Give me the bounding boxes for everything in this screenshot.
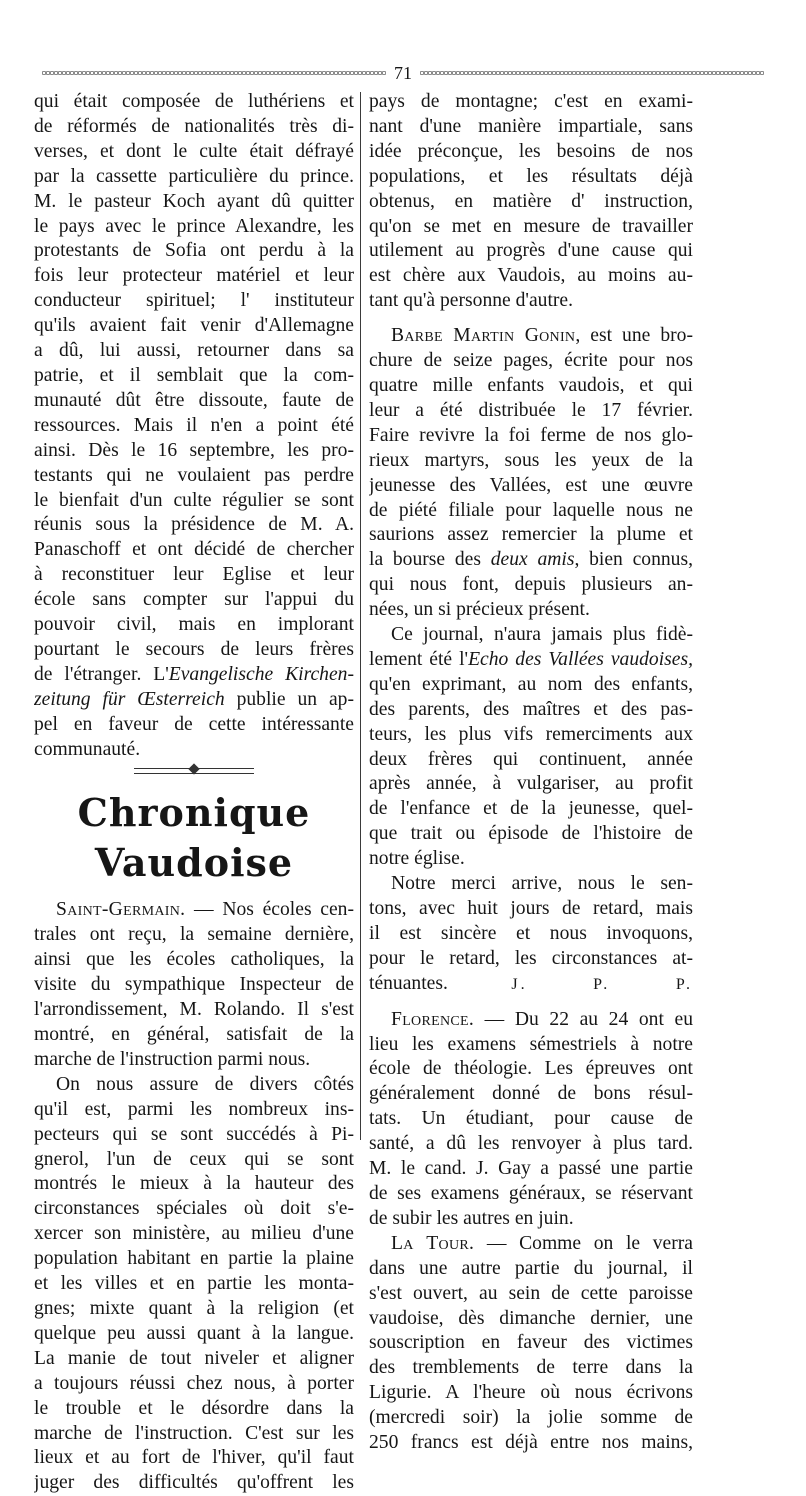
text-line: de réformés de nationalités très di-	[34, 115, 354, 137]
text-line: patrie, et il semblait que la com-	[34, 364, 354, 386]
text-line: protestants de Sofia ont perdu à la	[34, 240, 354, 262]
left-column	[34, 90, 354, 1496]
page-header	[42, 60, 764, 86]
text-line: Notre merci arrive, nous le sen-	[391, 873, 693, 895]
text-line: munauté dût être dissoute, faute de	[34, 389, 354, 411]
text-line: circonstances spéciales où doit s'e-	[34, 1198, 354, 1220]
text-fragment: , bien connus,	[574, 549, 693, 571]
text-line: jeunesse des Vallées, est une œuvre	[369, 474, 693, 496]
text-line: le trouble et le désordre dans la	[34, 1397, 354, 1419]
text-line: généralement donné de bons résul-	[369, 1083, 693, 1105]
text-line: tons, avec huit jours de retard, mais	[369, 898, 693, 919]
text-fragment: publie un ap-	[224, 688, 354, 710]
sofia-article	[34, 90, 354, 762]
text-line: vaudoise, dès dimanche dernier, une	[369, 1307, 693, 1329]
text-line: juger des difficultés qu'offrent les	[34, 1472, 354, 1494]
text-line: il est sincère et nous invoquons,	[369, 922, 693, 944]
text-line: et les villes et en partie les monta-	[34, 1273, 354, 1295]
text-line: Faire revivre la foi ferme de nos glo-	[369, 424, 693, 446]
text-line: qu'il est, parmi les nombreux ins-	[34, 1098, 354, 1120]
header-wavy-rule-left	[42, 70, 386, 76]
text-line: lieu les examens sémestriels à notre	[369, 1033, 693, 1055]
florence-article	[369, 1008, 693, 1232]
text-line: qu'on se met en mesure de travailler	[369, 215, 693, 237]
text-line: obtenus, en matière d' instruction,	[369, 190, 693, 212]
text-line: utilement au progrès d'une cause qui	[369, 240, 693, 262]
text-line	[369, 1008, 693, 1033]
paragraph-gap	[369, 314, 693, 324]
text-fragment: de l'étranger. L'	[34, 663, 169, 685]
text-line: ainsi que les écoles catholiques, la	[34, 949, 354, 971]
text-fragment: — Nos écoles cen-	[185, 899, 354, 921]
paragraph-gap	[369, 998, 693, 1008]
text-line: Panaschoff et ont décidé de chercher	[34, 539, 354, 561]
text-line: chure de seize pages, écrite pour nos	[369, 350, 693, 372]
text-line: (mercredi soir) la jolie somme de	[369, 1407, 693, 1429]
text-line: 250 francs est déjà entre nos mains,	[369, 1432, 693, 1454]
text-line: rieux martyrs, sous les yeux de la	[369, 449, 693, 471]
text-line	[369, 648, 693, 673]
text-line: deux frères qui continuent, année	[369, 748, 693, 770]
text-line: quelque peu aussi quant à la langue.	[34, 1322, 354, 1344]
text-line: pecteurs qui se sont succédés à Pi-	[34, 1123, 354, 1145]
column-divider	[360, 92, 361, 1140]
text-fragment: la bourse des	[369, 549, 491, 571]
text-line: On nous assure de divers côtés	[56, 1073, 354, 1095]
text-line: réunis sous la présidence de M. A.	[34, 514, 354, 536]
author-signature: J. P. P.	[511, 975, 693, 993]
text-line: pays de montagne; c'est en exami-	[369, 91, 693, 112]
text-line: par la cassette particulière du prince.	[34, 165, 354, 187]
text-line: notre église.	[369, 848, 465, 870]
text-line: nant d'une manière impartiale, sans	[369, 115, 693, 137]
text-line: lieux et au fort de l'hiver, qu'il faut	[34, 1447, 354, 1469]
text-line: communauté.	[34, 738, 141, 760]
place-name: Florence.	[391, 1008, 475, 1030]
text-line: marche de l'instruction. C'est sur les	[34, 1422, 354, 1444]
text-line	[369, 324, 693, 349]
text-line: a toujours réussi chez nous, à porter	[34, 1372, 354, 1394]
text-line: pel en faveur de cette intéressante	[34, 713, 354, 735]
text-fragment: , est une bro-	[575, 325, 693, 347]
section-title: Chronique Vaudoise	[77, 790, 311, 886]
text-line: est chère aux Vaudois, au moins au-	[369, 265, 693, 287]
text-line: M. le cand. J. Gay a passé une partie	[369, 1158, 693, 1180]
brochure-title: Barbe Martin Gonin	[391, 325, 576, 347]
journal-title-italic: Echo des Vallées vaudoises,	[468, 648, 693, 670]
text-fragment: lement été l'	[369, 648, 469, 670]
text-line: quatre mille enfants vaudois, et qui	[369, 374, 693, 396]
place-name: Saint-Germain.	[56, 899, 186, 921]
text-line: ressources. Mais il n'en a point été	[34, 414, 354, 436]
text-line: souscription en faveur des victimes	[369, 1332, 693, 1354]
text-line	[369, 972, 693, 998]
text-line: idée préconçue, les besoins de nos	[369, 140, 693, 162]
text-line: population habitant en partie la plaine	[34, 1248, 354, 1270]
text-line	[34, 688, 354, 713]
place-name: La Tour.	[391, 1232, 475, 1254]
text-line: Ligurie. A l'heure où nous écrivons	[369, 1382, 693, 1404]
text-line: des parents, des maîtres et des pas-	[369, 698, 693, 720]
section-separator	[134, 768, 254, 774]
continued-article	[369, 90, 693, 314]
text-line: ainsi. Dès le 16 septembre, les pro-	[34, 439, 354, 461]
text-line: qui était composée de luthériens et	[34, 91, 354, 112]
la-tour-article	[369, 1232, 693, 1456]
text-line: l'arrondissement, M. Rolando. Il s'est	[34, 999, 354, 1021]
text-line: testants qui ne voulaient pas perdre	[34, 464, 354, 486]
text-line: La manie de tout niveler et aligner	[34, 1347, 354, 1369]
text-line: a dû, lui aussi, retourner dans sa	[34, 340, 354, 362]
text-line: école de théologie. Les épreuves ont	[369, 1058, 693, 1080]
text-line	[369, 1232, 693, 1257]
text-line: fois leur protecteur matériel et leur	[34, 265, 354, 287]
text-line: école sans compter sur l'appui du	[34, 589, 354, 611]
barbe-article	[369, 324, 693, 997]
text-line: de piété filiale pour laquelle nous ne	[369, 499, 693, 521]
text-line: Ce journal, n'aura jamais plus fidè-	[391, 624, 693, 646]
text-line	[369, 548, 693, 573]
text-line: de ses examens généraux, se réservant	[369, 1182, 693, 1204]
text-line: santé, a dû les renvoyer à plus tard.	[369, 1133, 693, 1155]
text-line: des tremblements de terre dans la	[369, 1357, 693, 1379]
text-line: nées, un si précieux présent.	[369, 599, 590, 621]
text-line: montrés le mieux à la hauteur des	[34, 1173, 354, 1195]
text-line: le bienfait d'un culte régulier se sont	[34, 489, 354, 511]
text-line: après année, à vulgariser, au profit	[369, 773, 693, 795]
text-line: à reconstituer leur Eglise et leur	[34, 564, 354, 586]
text-line: visite du sympathique Inspecteur de	[34, 974, 354, 996]
text-line: trales ont reçu, la semaine dernière,	[34, 924, 354, 946]
right-column	[369, 90, 693, 1456]
text-line: tats. Un étudiant, pour cause de	[369, 1108, 693, 1130]
text-line: gnes; mixte quant à la religion (et	[34, 1297, 354, 1319]
text-line: dans une autre partie du journal, il	[369, 1257, 693, 1279]
text-fragment: — Comme on le verra	[474, 1232, 693, 1254]
text-line: qu'en exprimant, au nom des enfants,	[369, 673, 693, 695]
text-line: teurs, les plus vifs remerciments aux	[369, 723, 693, 745]
text-line: gnerol, l'un de ceux qui se sont	[34, 1148, 354, 1170]
header-wavy-rule-right	[420, 70, 764, 76]
text-line: qui nous font, depuis plusieurs an-	[369, 574, 693, 596]
text-line: qu'ils avaient fait venir d'Allemagne	[34, 315, 354, 337]
saint-germain-article	[34, 898, 354, 1496]
text-fragment: — Du 22 au 24 ont eu	[474, 1008, 693, 1030]
text-line: que trait ou épisode de l'histoire de	[369, 823, 693, 845]
journal-title-italic: Evangelische Kirchen-	[168, 663, 354, 685]
text-line: saurions assez remercier la plume et	[369, 524, 693, 546]
text-line: xercer son ministère, au milieu d'une	[34, 1223, 354, 1245]
text-line: populations, et les résultats déjà	[369, 165, 693, 187]
italic-phrase: deux amis	[490, 549, 575, 571]
journal-title-italic: zeitung für Œsterreich	[34, 688, 225, 710]
text-line: M. le pasteur Koch ayant dû quitter	[34, 190, 354, 212]
text-line: pourtant le secours de leurs frères	[34, 638, 354, 660]
page-number: 71	[394, 63, 412, 83]
text-line: tant qu'à personne d'autre.	[369, 290, 574, 312]
text-line: le pays avec le prince Alexandre, les	[34, 215, 354, 237]
text-line: s'est ouvert, au sein de cette paroisse	[369, 1282, 693, 1304]
text-line: conducteur spirituel; l' instituteur	[34, 290, 354, 312]
text-line	[34, 663, 354, 688]
text-line	[34, 898, 354, 923]
text-line: montré, en général, satisfait de la	[34, 1024, 354, 1045]
text-line: de subir les autres en juin.	[369, 1207, 574, 1229]
text-line: leur a été distribuée le 17 février.	[369, 399, 693, 421]
text-line: pouvoir civil, mais en implorant	[34, 614, 354, 636]
text-line: de l'enfance et de la jeunesse, quel-	[369, 798, 693, 820]
text-line: verses, et dont le culte était défrayé	[34, 140, 354, 162]
text-line: marche de l'instruction parmi nous.	[34, 1048, 311, 1070]
text-line: pour le retard, les circonstances at-	[369, 947, 693, 969]
text-fragment: ténuantes.	[369, 972, 448, 994]
